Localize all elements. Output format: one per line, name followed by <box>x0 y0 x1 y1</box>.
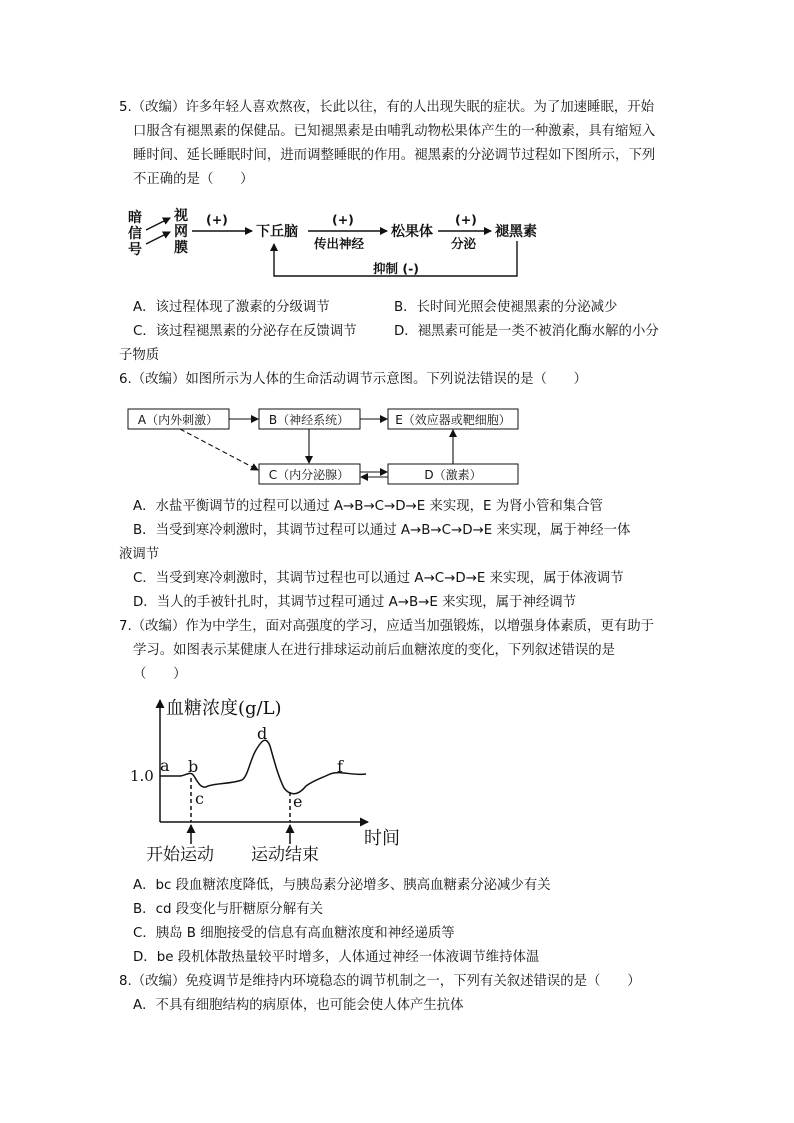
q7-stem-line-2: 学习。如图表示某健康人在进行排球运动前后血糖浓度的变化，下列叙述错误的是 <box>133 643 616 658</box>
q7-option-a: A．bc 段血糖浓度降低，与胰岛素分泌增多、胰高血糖素分泌减少有关 <box>133 878 551 893</box>
q5-arrow-signal-up <box>146 218 170 230</box>
q5-secrete-label: 分泌 <box>451 236 477 251</box>
q7-stem-line-1: 7.（改编）作为中学生，面对高强度的学习，应适当加强锻炼，以增强身体素质，更有助于 <box>119 619 655 634</box>
q6-label-a: A（内外刺激） <box>137 413 219 427</box>
q8-stem: 8.（改编）免疫调节是维持内环境稳态的调节机制之一，下列有关叙述错误的是（ ） <box>119 974 641 989</box>
q5-label-shi: 视 <box>174 208 188 224</box>
q5-efferent-label: 传出神经 <box>314 236 365 251</box>
q6-option-b: B．当受到寒冷刺激时，其调节过程可以通过 A→B→C→D→E 来实现，属于神经一体 <box>133 523 631 538</box>
q5-plus-1: (+) <box>206 212 228 227</box>
q7-point-d: d <box>257 724 268 743</box>
q7-end-label: 运动结束 <box>251 845 319 865</box>
q6-arrow-a-c-dashed <box>180 429 258 470</box>
q7-option-b: B．cd 段变化与肝糖原分解有关 <box>133 902 323 917</box>
q5-stem-line-3: 睡时间、延长睡眠时间，进而调整睡眠的作用。褪黑素的分泌调节过程如下图所示，下列 <box>133 148 656 163</box>
q6-option-b-cont: 液调节 <box>119 547 160 562</box>
q6-label-b: B（神经系统） <box>268 413 350 427</box>
q5-stem-line-2: 口服含有褪黑素的保健品。已知褪黑素是由哺乳动物松果体产生的一种激素，具有缩短入 <box>133 124 656 139</box>
q5-label-hao: 号 <box>128 242 142 258</box>
q7-stem-line-3: （ ） <box>133 667 187 682</box>
q5-stem-line-1: 5.（改编）许多年轻人喜欢熬夜，长此以往，有的人出现失眠的症状。为了加速睡眠，开始 <box>119 100 655 115</box>
q7-point-e: e <box>293 792 303 811</box>
q5-inhibit-label: 抑制 (-) <box>373 261 419 276</box>
q5-label-wang: 网 <box>174 224 188 240</box>
q6-regulation-diagram <box>120 400 530 490</box>
q5-arrow-signal-down <box>146 232 170 244</box>
q7-start-label: 开始运动 <box>146 845 214 865</box>
q7-point-b: b <box>188 757 199 776</box>
q5-option-d-cont: 子物质 <box>119 348 160 363</box>
q7-point-a: a <box>160 756 170 775</box>
q5-option-a: A．该过程体现了激素的分级调节 <box>133 300 330 315</box>
q5-melatonin-diagram <box>120 200 560 288</box>
q5-node-hypothalamus: 下丘脑 <box>256 224 298 240</box>
q7-option-c: C．胰岛 B 细胞接受的信息有高血糖浓度和神经递质等 <box>133 926 455 941</box>
q5-plus-2: (+) <box>332 212 354 227</box>
q5-option-b: B．长时间光照会使褪黑素的分泌减少 <box>394 300 618 315</box>
q7-point-c: c <box>195 789 204 808</box>
q5-label-mo: 膜 <box>174 240 188 256</box>
q8-option-a: A．不具有细胞结构的病原体，也可能会使人体产生抗体 <box>133 998 464 1013</box>
q6-option-d: D．当人的手被针扎时，其调节过程可通过 A→B→E 来实现，属于神经调节 <box>133 595 577 610</box>
q7-point-f: f <box>337 757 343 776</box>
q6-label-e: E（效应器或靶细胞） <box>395 413 511 427</box>
q5-option-d: D．褪黑素可能是一类不被消化酶水解的小分 <box>394 324 659 339</box>
q6-label-d: D（激素） <box>424 468 482 482</box>
q5-node-pineal: 松果体 <box>391 224 433 240</box>
q7-y-axis-label: 血糖浓度(g/L) <box>166 698 282 719</box>
q7-x-axis-label: 时间 <box>364 828 400 849</box>
q6-label-c: C（内分泌腺） <box>268 468 350 482</box>
q6-option-a: A．水盐平衡调节的过程可以通过 A→B→C→D→E 来实现，E 为肾小管和集合管 <box>133 499 603 514</box>
q5-node-melatonin: 褪黑素 <box>495 224 537 240</box>
q7-y-tick-1-0: 1.0 <box>130 767 154 785</box>
q7-blood-glucose-chart <box>130 688 420 870</box>
q5-label-xin: 信 <box>128 226 142 242</box>
q7-option-d: D．be 段机体散热量较平时增多，人体通过神经一体液调节维持体温 <box>133 950 540 965</box>
q5-plus-3: (+) <box>455 212 477 227</box>
q5-stem-line-4: 不正确的是（ ） <box>133 172 254 187</box>
q5-option-c: C．该过程褪黑素的分泌存在反馈调节 <box>133 324 357 339</box>
q6-option-c: C．当受到寒冷刺激时，其调节过程也可以通过 A→C→D→E 来实现，属于体液调节 <box>133 571 624 586</box>
q5-label-an: 暗 <box>128 210 142 226</box>
q6-stem: 6.（改编）如图所示为人体的生命活动调节示意图。下列说法错误的是（ ） <box>119 372 588 387</box>
